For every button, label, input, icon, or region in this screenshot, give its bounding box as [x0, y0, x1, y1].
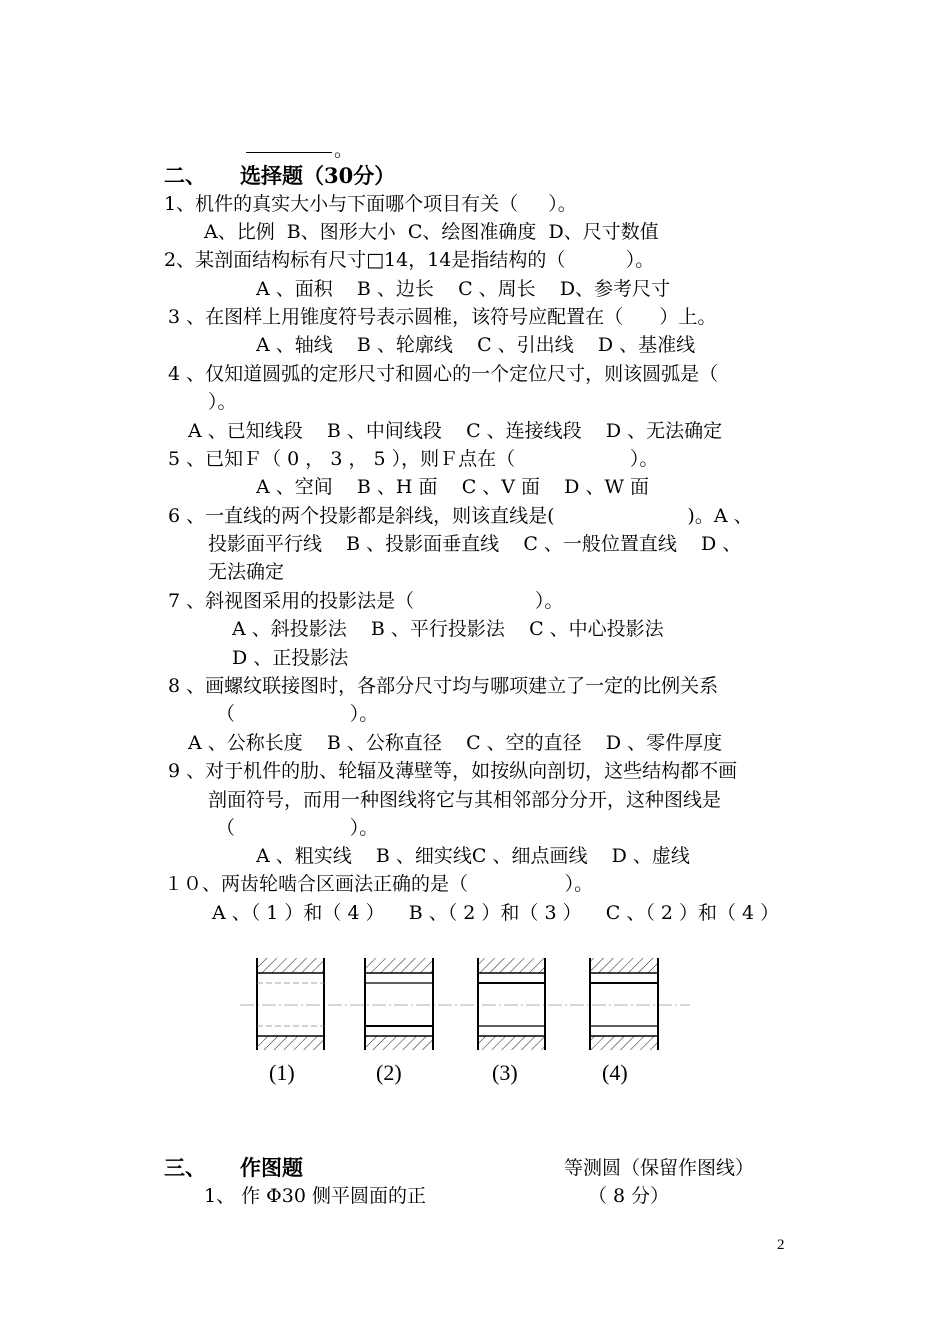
- question-3: 3 、在图样上用锥度符号表示圆椎，该符号应配置在（ ）上。: [168, 306, 717, 328]
- question-7: 7 、斜视图采用的投影法是（ ）。: [168, 590, 564, 612]
- question-10: １０、两齿轮啮合区画法正确的是（ ）。: [164, 873, 594, 895]
- figure-label-4: (4): [602, 1060, 628, 1085]
- question-1: 1、机件的真实大小与下面哪个项目有关（ ）。: [164, 193, 577, 215]
- section3-number: 三、: [164, 1155, 206, 1180]
- question-5-options: A 、空间 B 、H 面 C 、V 面 D 、W 面: [256, 476, 650, 498]
- question-6-options-cont: 无法确定: [208, 561, 285, 583]
- question-9-cont2: （ ）。: [216, 817, 379, 839]
- question-1-options: A、比例 B、图形大小 C、绘图准确度 D、尺寸数值: [204, 221, 659, 243]
- gear-figure-2: [365, 958, 433, 1050]
- question-5: 5 、已知Ｆ（ 0 ， 3 ， 5 ），则Ｆ点在（ ）。: [168, 448, 659, 470]
- question-6: 6 、一直线的两个投影都是斜线，则该直线是( )。A 、: [168, 505, 753, 527]
- question-4-cont: ）。: [208, 391, 237, 413]
- section3-item-1: 1、 作 Φ30 侧平圆面的正: [204, 1185, 426, 1207]
- section3-score: （ 8 分）: [588, 1185, 670, 1207]
- figure-label-1: (1): [269, 1060, 295, 1085]
- question-9-cont: 剖面符号，而用一种图线将它与其相邻部分分开，这种图线是: [208, 789, 722, 811]
- question-8-options: A 、公称长度 B 、公称直径 C 、空的直径 D 、零件厚度: [188, 732, 723, 754]
- question-8-cont: （ ）。: [216, 703, 379, 725]
- question-9-options: A 、粗实线 B 、细实线C 、细点画线 D 、虚线: [256, 845, 690, 867]
- period-mark: 。: [334, 139, 354, 161]
- gear-mesh-figures: [235, 950, 695, 1100]
- question-7-options: A 、斜投影法 B 、平行投影法 C 、中心投影法: [232, 618, 664, 640]
- gear-figure-4: [590, 958, 658, 1050]
- question-2: 2、某剖面结构标有尺寸□14，14是指结构的（ ）。: [164, 249, 655, 271]
- question-4: 4 、仅知道圆弧的定形尺寸和圆心的一个定位尺寸，则该圆弧是（: [168, 363, 719, 385]
- section2-number: 二、: [164, 163, 206, 188]
- page-number: 2: [777, 1237, 785, 1253]
- question-2-options: A 、面积 B 、边长 C 、周长 D、参考尺寸: [256, 278, 671, 300]
- question-6-options: 投影面平行线 B 、投影面垂直线 C 、一般位置直线 D 、: [208, 533, 742, 555]
- gear-figure-1: [257, 958, 324, 1050]
- question-7-options-cont: D 、正投影法: [232, 647, 349, 669]
- figure-label-3: (3): [492, 1060, 518, 1085]
- answer-blank: [246, 152, 332, 153]
- question-8: 8 、画螺纹联接图时，各部分尺寸均与哪项建立了一定的比例关系: [168, 675, 719, 697]
- gear-figure-3: [478, 958, 545, 1050]
- question-4-options: A 、已知线段 B 、中间线段 C 、连接线段 D 、无法确定: [188, 420, 723, 442]
- figure-label-2: (2): [376, 1060, 402, 1085]
- question-10-options: A 、（ 1 ）和（ 4 ） B 、（ 2 ）和（ 3 ） C 、（ 2 ）和（ 4 ）: [212, 902, 780, 924]
- section3-title: 作图题: [240, 1155, 303, 1180]
- section2-title: 选择题（30分）: [240, 163, 396, 188]
- question-9: 9 、对于机件的肋、轮辐及薄壁等，如按纵向剖切，这些结构都不画: [168, 760, 738, 782]
- question-3-options: A 、轴线 B 、轮廓线 C 、引出线 D 、基准线: [256, 334, 696, 356]
- section3-right-text: 等测圆（保留作图线）: [564, 1157, 755, 1179]
